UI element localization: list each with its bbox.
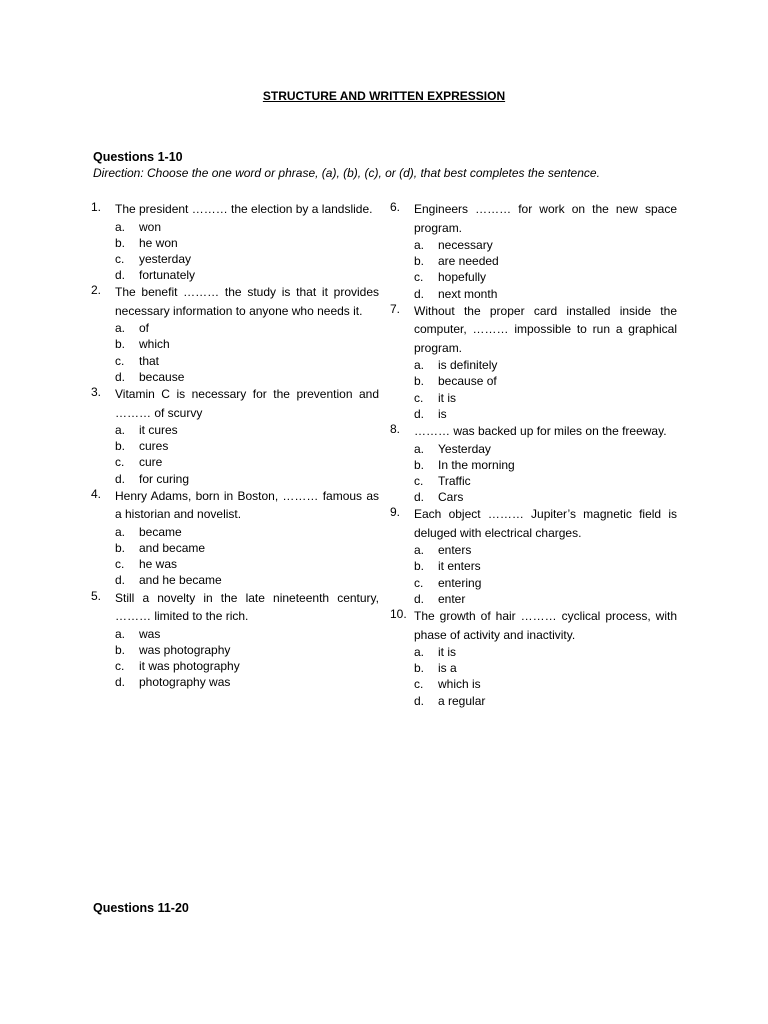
option-text: because — [139, 369, 185, 384]
question-text: Still a novelty in the late nineteenth century, ……… limited to the rich. — [115, 590, 379, 623]
question-text: Henry Adams, born in Boston, ……… famous as a historian and novelist. — [115, 488, 379, 522]
option-text: enters — [438, 543, 472, 558]
option-list — [414, 237, 677, 302]
question-number: 4. — [91, 486, 102, 501]
option-label: d. — [414, 406, 425, 421]
option-b — [414, 373, 677, 389]
option-label: d. — [414, 693, 425, 708]
option-text: because of — [438, 374, 497, 389]
option-text: which — [139, 337, 170, 352]
option-label: d. — [115, 369, 126, 384]
option-text: entering — [438, 575, 482, 590]
question-5 — [91, 589, 379, 691]
option-list — [414, 542, 677, 607]
option-label: b. — [414, 254, 425, 269]
question-4 — [91, 487, 379, 589]
option-text: cures — [139, 439, 169, 454]
option-text: is — [438, 406, 447, 421]
option-text: cure — [139, 455, 163, 470]
option-list — [115, 219, 379, 284]
option-c — [115, 556, 379, 572]
question-2 — [91, 283, 379, 385]
option-d — [115, 674, 379, 690]
option-text: hopefully — [438, 270, 487, 285]
direction-text: Direction: Choose the one word or phrase, (a), (b), (c), or (d), that best completes the sentence. — [93, 166, 600, 180]
option-text: of — [139, 321, 150, 336]
option-d — [414, 286, 677, 302]
option-label: a. — [414, 645, 425, 659]
option-label: d. — [115, 268, 126, 283]
option-text: it was photography — [139, 658, 240, 673]
option-c — [115, 353, 379, 369]
question-text: Without the proper card installed inside the computer, ……… impossible to run a graphical program. — [414, 303, 677, 355]
option-label: a. — [115, 524, 126, 539]
option-a — [115, 422, 379, 438]
option-b — [414, 253, 677, 269]
option-label: a. — [115, 219, 126, 234]
option-text: Yesterday — [438, 441, 491, 456]
question-3 — [91, 385, 379, 487]
option-text: yesterday — [139, 251, 192, 266]
option-label: b. — [115, 235, 126, 250]
option-label: d. — [115, 675, 126, 690]
question-number: 6. — [390, 200, 401, 214]
option-text: won — [139, 219, 162, 234]
option-list — [115, 320, 379, 385]
question-6 — [390, 200, 677, 302]
option-text: fortunately — [139, 268, 196, 283]
option-label: b. — [414, 559, 425, 574]
option-label: c. — [115, 455, 125, 470]
question-text: Vitamin C is necessary for the prevention and ……… of scurvy — [115, 387, 379, 420]
option-label: c. — [115, 557, 125, 572]
option-b — [115, 336, 379, 352]
option-text: it is — [438, 645, 456, 659]
question-number: 10. — [390, 607, 407, 621]
question-8 — [390, 422, 677, 505]
option-label: d. — [115, 471, 126, 486]
option-b — [115, 642, 379, 658]
option-text: Traffic — [438, 473, 471, 488]
option-d — [115, 267, 379, 283]
option-d — [414, 489, 677, 505]
option-label: c. — [115, 353, 125, 368]
option-d — [414, 591, 677, 607]
option-c — [414, 575, 677, 591]
question-number: 8. — [390, 422, 401, 436]
option-label: c. — [414, 677, 424, 692]
option-list — [115, 422, 379, 487]
option-a — [414, 441, 677, 457]
option-text: which is — [438, 677, 481, 692]
question-number: 9. — [390, 505, 401, 520]
option-label: a. — [115, 626, 126, 641]
option-a — [414, 237, 677, 253]
option-label: d. — [414, 490, 425, 505]
option-label: c. — [115, 251, 125, 266]
option-c — [115, 251, 379, 267]
option-text: are needed — [438, 254, 499, 269]
option-label: a. — [414, 238, 425, 252]
option-label: a. — [115, 423, 126, 437]
option-c — [414, 676, 677, 692]
option-label: a. — [414, 358, 425, 373]
option-d — [115, 572, 379, 588]
option-label: a. — [414, 543, 425, 558]
option-text: is definitely — [438, 358, 498, 373]
option-label: b. — [115, 337, 126, 352]
option-list — [414, 644, 677, 709]
option-a — [414, 357, 677, 373]
option-d — [414, 693, 677, 709]
option-b — [115, 438, 379, 454]
question-column-right — [390, 200, 677, 709]
option-label: c. — [414, 473, 424, 488]
option-b — [414, 558, 677, 574]
option-text: a regular — [438, 693, 486, 708]
option-b — [414, 660, 677, 676]
option-label: b. — [414, 374, 425, 389]
option-list — [414, 441, 677, 506]
option-d — [414, 406, 677, 422]
option-text: and became — [139, 540, 206, 555]
option-text: it enters — [438, 559, 481, 574]
option-text: he won — [139, 235, 178, 250]
section-heading-questions-1-10: Questions 1-10 — [93, 150, 183, 164]
question-column-left — [91, 200, 379, 690]
question-text: The growth of hair ……… cyclical process, with phase of activity and inactivity. — [414, 609, 677, 642]
option-text: it is — [438, 390, 456, 405]
option-label: b. — [115, 540, 126, 555]
option-a — [115, 219, 379, 235]
option-c — [414, 473, 677, 489]
option-label: c. — [414, 270, 424, 285]
option-label: d. — [414, 286, 425, 301]
option-text: enter — [438, 591, 466, 606]
option-d — [115, 369, 379, 385]
option-label: c. — [414, 575, 424, 590]
option-c — [414, 269, 677, 285]
question-1 — [91, 200, 379, 283]
option-label: b. — [414, 457, 425, 472]
option-b — [115, 235, 379, 251]
option-text: became — [139, 524, 182, 539]
option-b — [115, 540, 379, 556]
option-a — [414, 644, 677, 660]
option-label: b. — [115, 439, 126, 454]
option-label: b. — [115, 642, 126, 657]
question-text: Engineers ……… for work on the new space program. — [414, 202, 677, 235]
option-text: that — [139, 353, 160, 368]
option-text: was — [139, 626, 161, 641]
question-text: The president ……… the election by a landslide. — [115, 202, 373, 216]
question-number: 1. — [91, 200, 102, 214]
option-text: he was — [139, 557, 178, 572]
option-text: Cars — [438, 490, 464, 505]
option-list — [115, 626, 379, 691]
option-c — [414, 390, 677, 406]
option-label: b. — [414, 661, 425, 676]
option-c — [115, 658, 379, 674]
option-b — [414, 457, 677, 473]
page-title: STRUCTURE AND WRITTEN EXPRESSION — [262, 89, 506, 103]
option-text: In the morning — [438, 457, 515, 472]
option-text: necessary — [438, 238, 493, 252]
question-text: Each object ……… Jupiter’s magnetic field is deluged with electrical charges. — [414, 507, 677, 540]
option-a — [414, 542, 677, 558]
option-list — [414, 357, 677, 422]
question-text: The benefit ……… the study is that it provides necessary information to anyone who needs it. — [115, 285, 379, 318]
option-label: c. — [115, 658, 125, 673]
option-label: a. — [115, 321, 126, 336]
section-heading-questions-11-20: Questions 11-20 — [93, 901, 189, 915]
option-d — [115, 471, 379, 487]
option-text: for curing — [139, 471, 190, 486]
option-label: d. — [115, 573, 126, 588]
option-text: it cures — [139, 423, 178, 437]
option-label: a. — [414, 441, 425, 456]
question-number: 5. — [91, 588, 102, 603]
option-text: is a — [438, 661, 457, 676]
option-list — [115, 524, 379, 589]
question-7 — [390, 302, 677, 422]
option-label: c. — [414, 390, 424, 405]
question-text: ……… was backed up for miles on the freeway. — [414, 424, 667, 438]
option-label: d. — [414, 591, 425, 606]
question-number: 7. — [390, 301, 401, 316]
option-text: was photography — [139, 642, 231, 657]
option-text: next month — [438, 286, 498, 301]
option-a — [115, 524, 379, 540]
question-number: 3. — [91, 385, 102, 399]
option-text: photography was — [139, 675, 231, 690]
option-text: and he became — [139, 573, 222, 588]
question-10 — [390, 607, 677, 709]
option-c — [115, 454, 379, 470]
question-number: 2. — [91, 283, 102, 298]
option-a — [115, 320, 379, 336]
option-a — [115, 626, 379, 642]
question-9 — [390, 505, 677, 607]
